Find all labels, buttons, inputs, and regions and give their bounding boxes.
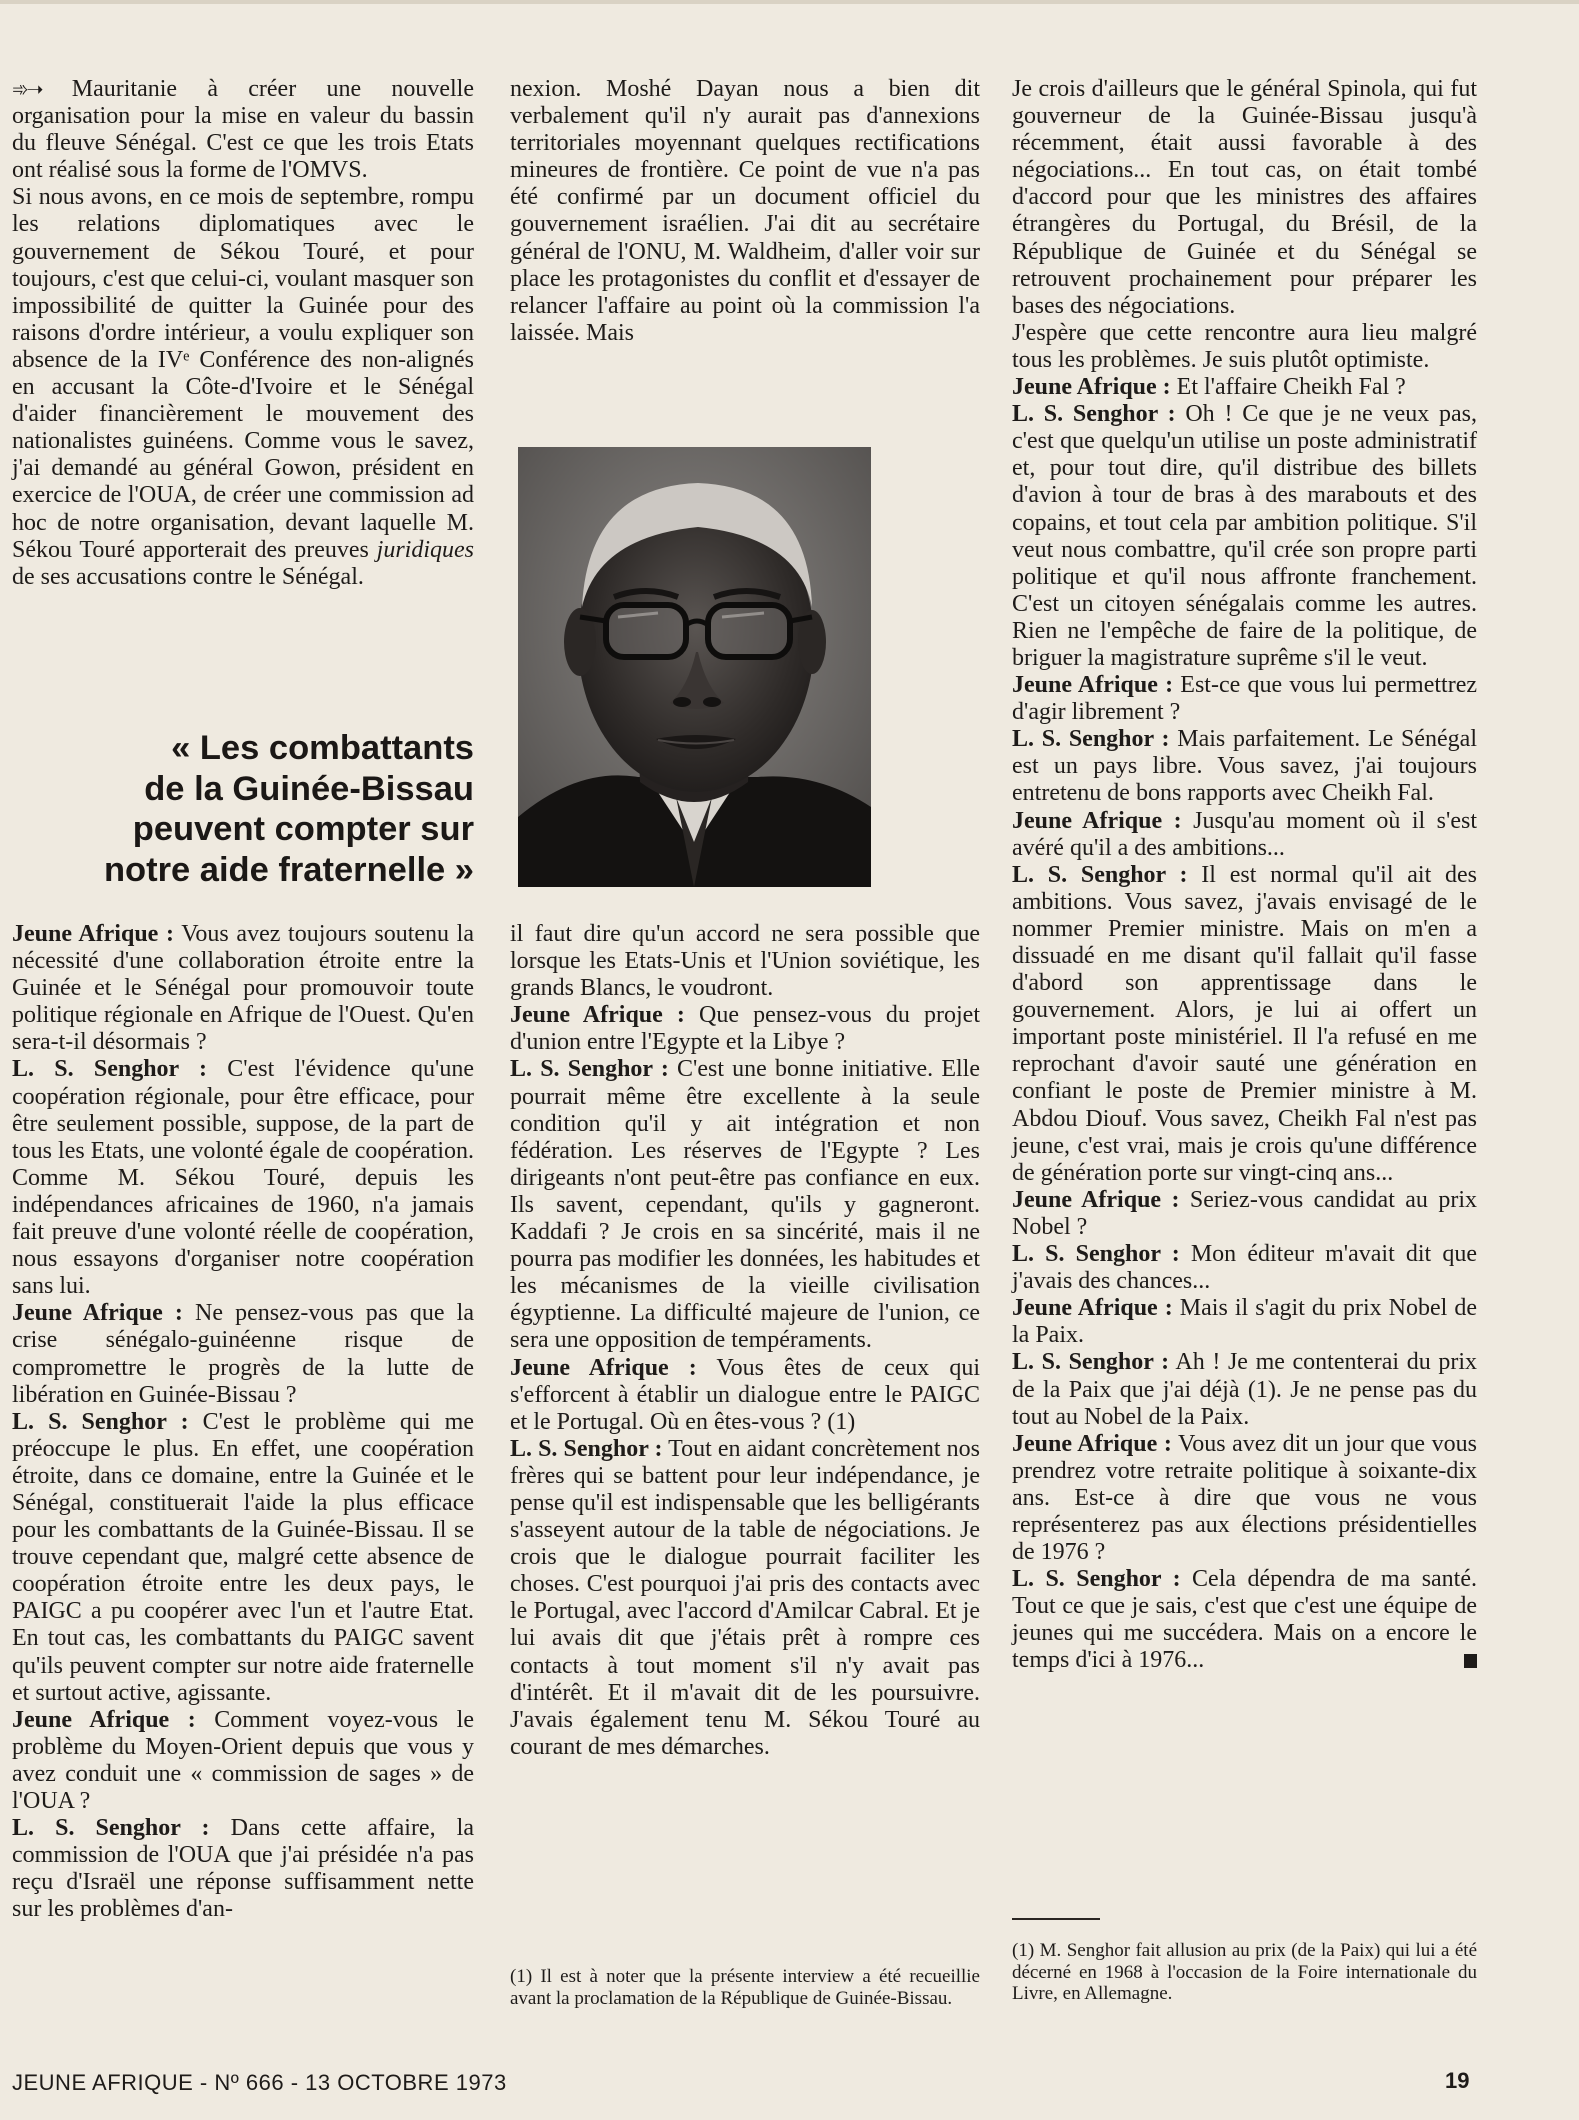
question-text: Ne pensez-vous pas que la crise sénégalo-guinéenne risque de compromettre le progrès de la lutte de libération en Guinée-Bissau ? xyxy=(12,1300,474,1408)
col1-para1 xyxy=(12,76,474,184)
speaker-senghor: L. S. Senghor : xyxy=(1012,861,1188,888)
speaker-jeune-afrique: Jeune Afrique : xyxy=(1012,1186,1180,1213)
qa-answer-7 xyxy=(1012,726,1477,807)
question-text: Est-ce que vous lui permettrez d'agir librement ? xyxy=(1012,672,1477,726)
qa-question-4 xyxy=(510,1002,980,1056)
question-text: Vous avez dit un jour que vous prendrez votre retraite politique à soixante-dix ans. Est-ce à dire que vous ne vous représenterez pas aux élections présidentielles de 1976 ? xyxy=(1012,1430,1477,1566)
footnote-column-2: (1) Il est à noter que la présente interview a été recueillie avant la proclamation de la République de Guinée-Bissau. xyxy=(510,1966,980,2009)
qa-answer-4 xyxy=(510,1056,980,1354)
qa-answer-2 xyxy=(12,1409,474,1707)
qa-answer-5 xyxy=(510,1436,980,1761)
col2-top-text: nexion. Moshé Dayan nous a bien dit verbalement qu'il n'y aurait pas d'annexions territoriales moyennant quelques rectifications mineures de frontière. Ce point de vue n'a pas été confirmé par un document officiel du gouvernement israélien. J'ai dit au secrétaire général de l'ONU, M. Waldheim, d'aller voir sur place les protagonistes du conflit et d'essayer de relancer l'affaire au point où la commission l'a laissée. Mais xyxy=(510,76,980,346)
speaker-jeune-afrique: Jeune Afrique : xyxy=(12,921,174,947)
column-2-top xyxy=(510,76,980,347)
qa-answer-3 xyxy=(12,1815,474,1923)
answer-text: Il est normal qu'il ait des ambitions. Vous savez, j'avais envisagé de le nommer Premier ministre. Mais on m'en a dissuadé en me disant qu'il fallait qu'il fasse d'abord son apprentissage dans le gouvernement. Alors, je lui ai offert un important poste ministériel. Il l'a refusé en me reprochant d'avoir sauté une génération en confiant le poste de Premier ministre à M. Abdou Diouf. Vous savez, Cheikh Fal n'est pas jeune, c'est vrai, mais je crois qu'une différence de génération porte sur vingt-cinq ans... xyxy=(1012,861,1477,1186)
question-text: Comment voyez-vous le problème du Moyen-Orient depuis que vous y avez conduit une « commission de sages » de l'OUA ? xyxy=(12,1706,474,1814)
speaker-jeune-afrique: Jeune Afrique : xyxy=(510,1354,697,1381)
answer-text: Cela dépendra de ma santé. Tout ce que je sais, c'est que c'est une équipe de jeunes qui me succédera. Mais on a encore le temps d'ici à 1976... xyxy=(1012,1566,1478,1674)
column-2-bottom xyxy=(510,921,980,1761)
headline-line-1: « Les combattants xyxy=(171,729,474,767)
answer-text: Ah ! Je me contenterai du prix de la Paix que j'ai déjà (1). Je ne pense pas du tout au Nobel de la Paix. xyxy=(1012,1349,1477,1430)
headline-line-2: de la Guinée-Bissau xyxy=(144,769,474,808)
answer-text: Mais parfaitement. Le Sénégal est un pays libre. Vous savez, j'ai toujours entretenu de bons rapports avec Cheikh Fal. xyxy=(1012,726,1477,807)
qa-question-5 xyxy=(510,1355,980,1436)
speaker-senghor: L. S. Senghor : xyxy=(510,1435,663,1462)
footer-publication: JEUNE AFRIQUE - Nº 666 - 13 OCTOBRE 1973 xyxy=(12,2070,507,2095)
portrait-photo xyxy=(518,447,871,887)
column-1-top xyxy=(12,76,474,591)
col2-continuation: il faut dire qu'un accord ne sera possible que lorsque les Etats-Unis et l'Union soviétique, les grands Blancs, le voudront. xyxy=(510,921,980,1002)
qa-answer-11 xyxy=(1012,1566,1477,1674)
question-text: Vous avez toujours soutenu la nécessité d'une collaboration étroite entre la Guinée et le Sénégal pour promouvoir toute politique régionale en Afrique de l'Ouest. Qu'en sera-t-il désormais ? xyxy=(12,921,474,1056)
answer-text: C'est une bonne initiative. Elle pourrait même être excellente à la seule condition qu'il y ait intégration et non fédération. Les réserves de l'Egypte ? Les dirigeants n'ont peut-être pas confiance en eux. Ils savent, cependant, qu'ils y gagneront. Kaddafi ? Je crois en sa sincérité, mais il ne pourra pas modifier les données, les habitudes et les mécanismes de la vieille civilisation égyptienne. La difficulté majeure de l'union, ce sera une opposition de tempéraments. xyxy=(510,1056,980,1354)
col3-para2: J'espère que cette rencontre aura lieu malgré tous les problèmes. Je suis plutôt optimiste. xyxy=(1012,319,1477,373)
speaker-jeune-afrique: Jeune Afrique : xyxy=(510,1002,685,1029)
qa-question-11 xyxy=(1012,1431,1477,1566)
qa-question-8 xyxy=(1012,808,1477,862)
portrait-illustration xyxy=(518,447,871,887)
speaker-senghor: L. S. Senghor : xyxy=(12,1815,210,1842)
speaker-senghor: L. S. Senghor : xyxy=(510,1056,669,1083)
section-headline xyxy=(12,728,474,890)
col1-para2-text: Si nous avons, en ce mois de septembre, rompu les relations diplomatiques avec le gouvernement de Sékou Touré, et pour toujours, c'est que celui-ci, voulant masquer son impossibilité de quitter la Guinée pour des raisons d'ordre intérieur, a voulu expliquer son absence de la IVᵉ Conférence des non-alignés en accusant la Côte-d'Ivoire et le Sénégal d'aider financièrement le mouvement des nationalistes guinéens. Comme vous le savez, j'ai demandé au général Gowon, président en exercice de l'OUA, de créer une commission ad hoc de notre organisation, devant laquelle M. Sékou Touré apporterait des preuves xyxy=(12,184,474,563)
speaker-senghor: L. S. Senghor : xyxy=(1012,1349,1170,1376)
footnote-rule xyxy=(1012,1918,1100,1920)
speaker-senghor: L. S. Senghor : xyxy=(12,1408,189,1435)
qa-question-10 xyxy=(1012,1295,1477,1349)
speaker-jeune-afrique: Jeune Afrique : xyxy=(1012,1430,1172,1457)
speaker-senghor: L. S. Senghor : xyxy=(1012,1566,1181,1593)
answer-text: Mon éditeur m'avait dit que j'avais des chances... xyxy=(1012,1241,1478,1295)
qa-answer-9 xyxy=(1012,1241,1477,1295)
speaker-senghor: L. S. Senghor : xyxy=(12,1056,208,1083)
speaker-jeune-afrique: Jeune Afrique : xyxy=(12,1706,196,1733)
speaker-jeune-afrique: Jeune Afrique : xyxy=(12,1300,183,1327)
qa-question-9 xyxy=(1012,1187,1477,1241)
speaker-senghor: L. S. Senghor : xyxy=(1012,726,1170,753)
question-text: Jusqu'au moment où il s'est avéré qu'il a des ambitions... xyxy=(1012,807,1477,861)
speaker-jeune-afrique: Jeune Afrique : xyxy=(1012,1295,1173,1322)
speaker-jeune-afrique: Jeune Afrique : xyxy=(1012,374,1171,401)
question-text: Mais il s'agit du prix Nobel de la Paix. xyxy=(1012,1295,1477,1349)
qa-answer-6 xyxy=(1012,401,1477,672)
qa-answer-1 xyxy=(12,1056,474,1300)
column-3 xyxy=(1012,76,1477,1675)
end-square-icon xyxy=(1464,1654,1477,1668)
qa-question-7 xyxy=(1012,672,1477,726)
qa-question-6 xyxy=(1012,374,1477,401)
headline-line-4: notre aide fraternelle » xyxy=(103,850,474,889)
headline-line-3: peuvent compter sur xyxy=(132,810,474,848)
speaker-senghor: L. S. Senghor : xyxy=(1012,401,1176,428)
speaker-senghor: L. S. Senghor : xyxy=(1012,1241,1180,1268)
qa-question-3 xyxy=(12,1707,474,1815)
answer-text: C'est le problème qui me préoccupe le plus. En effet, une coopération étroite, dans ce domaine, entre la Guinée et le Sénégal, constituerait l'aide la plus efficace pour les combattants de la Guinée-Bissau. Il se trouve cependant que, malgré cette absence de coopération étroite entre les deux pays, le PAIGC a pu coopérer avec l'un et l'autre Etat. En tout cas, les combattants du PAIGC savent qu'ils peuvent compter sur notre aide fraternelle et surtout active, agissante. xyxy=(12,1408,474,1706)
col1-para2 xyxy=(12,184,474,590)
answer-text: Dans cette affaire, la commission de l'OUA que j'ai présidée n'a pas reçu d'Israël une réponse suffisamment nette sur les problèmes d'an- xyxy=(12,1815,474,1923)
speaker-jeune-afrique: Jeune Afrique : xyxy=(1012,807,1182,834)
speaker-jeune-afrique: Jeune Afrique : xyxy=(1012,672,1174,699)
qa-answer-10 xyxy=(1012,1349,1477,1430)
page-number: 19 xyxy=(1445,2068,1470,2093)
col1-para2-italic: juridiques xyxy=(376,536,474,563)
question-text: Seriez-vous candidat au prix Nobel ? xyxy=(1012,1186,1477,1240)
question-text: Et l'affaire Cheikh Fal ? xyxy=(1170,374,1406,401)
column-1-bottom xyxy=(12,921,474,1923)
col3-para1: Je crois d'ailleurs que le général Spinola, qui fut gouverneur de la Guinée-Bissau jusqu'à récemment, était aussi favorable à des négociations... En tout cas, on était tombé d'accord pour que les ministres des affaires étrangères du Portugal, du Brésil, de la République de Guinée et du Sénégal se retrouvent prochainement pour préparer les bases des négociations. xyxy=(1012,76,1477,319)
footnote-column-3: (1) M. Senghor fait allusion au prix (de la Paix) qui lui a été décerné en 1968 à l'occasion de la Foire internationale du Livre, en Allemagne. xyxy=(1012,1940,1477,2004)
answer-text: Tout en aidant concrètement nos frères qui se battent pour leur indépendance, je pense qu'il est indispensable que les belligérants s'asseyent autour de la table de négociations. Je crois que le dialogue pourrait faciliter les choses. C'est pourquoi j'ai pris des contacts avec le Portugal, avec l'accord d'Amilcar Cabral. Et je lui avais dit que j'étais prêt à rompre ces contacts à tout moment s'il n'y avait pas d'intérêt. Et il m'avait dit de les poursuivre. J'avais également tenu M. Sékou Touré au courant de mes démarches. xyxy=(510,1435,980,1760)
top-edge xyxy=(0,0,1579,4)
qa-answer-8 xyxy=(1012,862,1477,1187)
qa-question-2 xyxy=(12,1300,474,1408)
answer-text: Oh ! Ce que je ne veux pas, c'est que quelqu'un utilise un poste administratif et, pour tout dire, qu'il distribue des billets d'avion à tour de bras à des marabouts et des copains, et tout cela par ambition politique. S'il veut nous combattre, qu'il crée son propre parti politique et qu'il nous affronte franchement. C'est un citoyen sénégalais comme les autres. Rien ne l'empêche de faire de la politique, de briguer la magistrature suprême s'il le veut. xyxy=(1012,401,1477,671)
double-arrow-icon: ➾➝ xyxy=(12,77,42,101)
qa-question-1 xyxy=(12,921,474,1056)
question-text: Que pensez-vous du projet d'union entre l'Egypte et la Libye ? xyxy=(510,1002,980,1056)
col1-para2-end: de ses accusations contre le Sénégal. xyxy=(12,563,364,590)
question-text: Vous êtes de ceux qui s'efforcent à établir un dialogue entre le PAIGC et le Portugal. Où en êtes-vous ? (1) xyxy=(510,1354,980,1435)
col1-para1-text: Mauritanie à créer une nouvelle organisation pour la mise en valeur du bassin du fleuve Sénégal. C'est ce que les trois Etats ont réalisé sous la forme de l'OMVS. xyxy=(12,76,474,184)
answer-text: C'est l'évidence qu'une coopération régionale, pour être efficace, pour être seulement possible, suppose, de la part de tous les Etats, une volonté égale de coopération. Comme M. Sékou Touré, depuis les indépendances africaines de 1960, n'a jamais fait preuve d'une volonté réelle de coopération, nous essayons d'organiser notre coopération sans lui. xyxy=(12,1056,474,1300)
